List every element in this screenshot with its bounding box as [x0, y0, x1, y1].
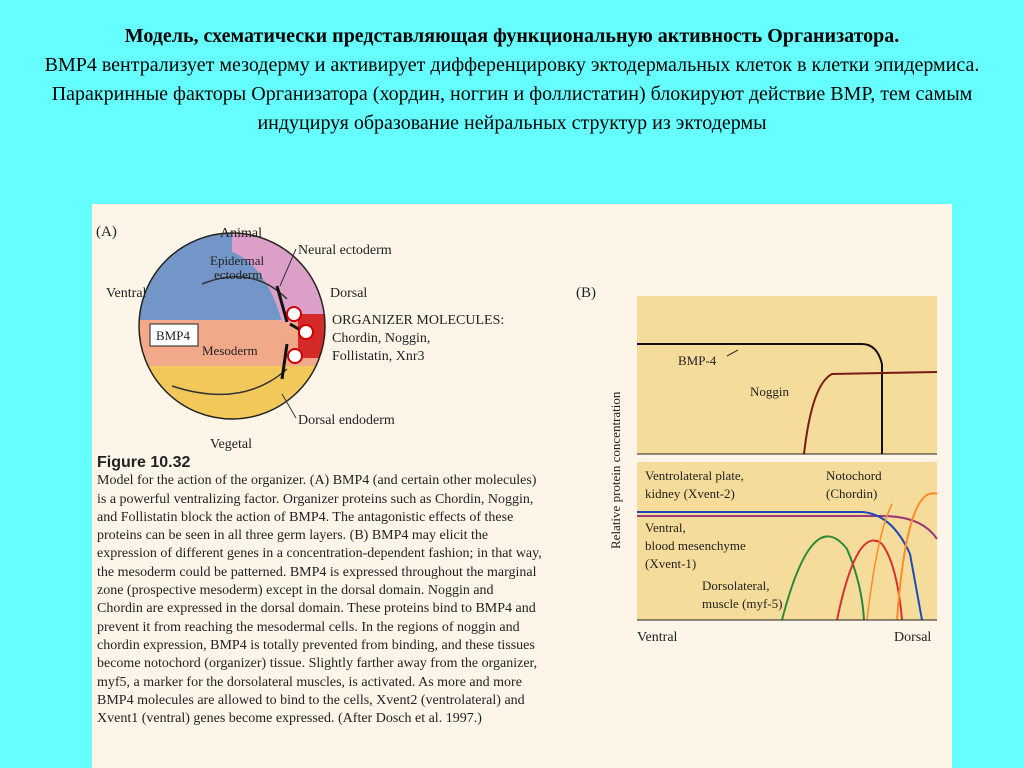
label-ectoderm: ectoderm — [214, 267, 263, 282]
label-organizer-line2: Follistatin, Xnr3 — [332, 349, 425, 364]
xaxis-dorsal: Dorsal — [894, 630, 932, 645]
label-dorsal: Dorsal — [330, 286, 368, 301]
figure-caption — [97, 454, 542, 728]
slide-description: BMP4 вентрализует мезодерму и активирует дифференцировку эктодермальных клеток в клетки эпидермиса. Паракринные факторы Организатора (хордин, ноггин и фоллистатин) блокируют действие BMP, тем самым индуцируя образование нейральных структур из эктодермы — [44, 54, 980, 134]
panel-a-label: (A) — [96, 224, 117, 240]
label-noggin-curve: Noggin — [750, 384, 789, 399]
slide-header — [0, 24, 1024, 138]
label-bmp4: BMP4 — [156, 328, 190, 343]
label-notochord-1: Notochord — [826, 468, 882, 483]
label-ventral-3: (Xvent-1) — [645, 556, 697, 571]
label-dorsolateral-1: Dorsolateral, — [702, 578, 770, 593]
label-dorsolateral-2: muscle (myf-5) — [702, 596, 783, 611]
figure-number: Figure 10.32 — [97, 454, 191, 471]
label-vegetal: Vegetal — [210, 437, 252, 452]
label-bmp4-curve: BMP-4 — [678, 353, 717, 368]
xaxis-ventral: Ventral — [637, 630, 678, 645]
label-ventral: Ventral — [106, 286, 147, 301]
label-ventrolateral-1: Ventrolateral plate, — [645, 468, 744, 483]
label-ventral-2: blood mesenchyme — [645, 538, 746, 553]
label-animal: Animal — [220, 226, 262, 241]
label-organizer-title: ORGANIZER MOLECULES: — [332, 313, 505, 328]
label-mesoderm: Mesoderm — [202, 343, 258, 358]
block-symbol-2 — [299, 325, 313, 339]
label-neural-ectoderm: Neural ectoderm — [298, 243, 392, 258]
figure-image — [92, 204, 952, 768]
caption-text: Model for the action of the organizer. (A) BMP4 (and certain other molecules) is a powerful ventralizing factor. Organizer proteins such as Chordin, Noggin, and Follistatin block the action of BMP4. The antagonistic effects of these proteins can be seen in all three germ layers. (B) BMP4 may elicit the expression of different genes in a concentration-dependent fashion; in that way, the mesoderm could be patterned. BMP4 is expressed throughout the marginal zone (prospective mesoderm) except in the dorsal domain. Noggin and Chordin are expressed in the dorsal domain. These proteins bind to BMP4 and prevent it from reaching the mesodermal cells. In the regions of noggin and chordin expression, BMP4 is totally prevented from binding, and these tissues become notochord (organizer) tissue. Slightly farther away from the organizer, myf5, a marker for the dorsolateral muscles, is activated. As more and more BMP4 molecules are allowed to bind to the cells, Xvent2 (ventrolateral) and Xvent1 (ventral) genes become expressed. (After Dosch et al. 1997.) — [97, 473, 542, 727]
label-organizer-line1: Chordin, Noggin, — [332, 331, 431, 346]
block-symbol-3 — [288, 349, 302, 363]
top-plot-area — [637, 296, 937, 454]
ylabel: Relative protein concentration — [608, 391, 623, 549]
label-epidermal: Epidermal — [210, 253, 265, 268]
block-symbol-1 — [287, 307, 301, 321]
slide-title: Модель, схематически представляющая функциональную активность Организатора. — [124, 25, 900, 47]
label-notochord-2: (Chordin) — [826, 486, 878, 501]
panel-b-label: (B) — [576, 285, 596, 301]
label-ventral-1: Ventral, — [645, 520, 686, 535]
label-ventrolateral-2: kidney (Xvent-2) — [645, 486, 735, 501]
label-dorsal-endoderm: Dorsal endoderm — [298, 413, 395, 428]
